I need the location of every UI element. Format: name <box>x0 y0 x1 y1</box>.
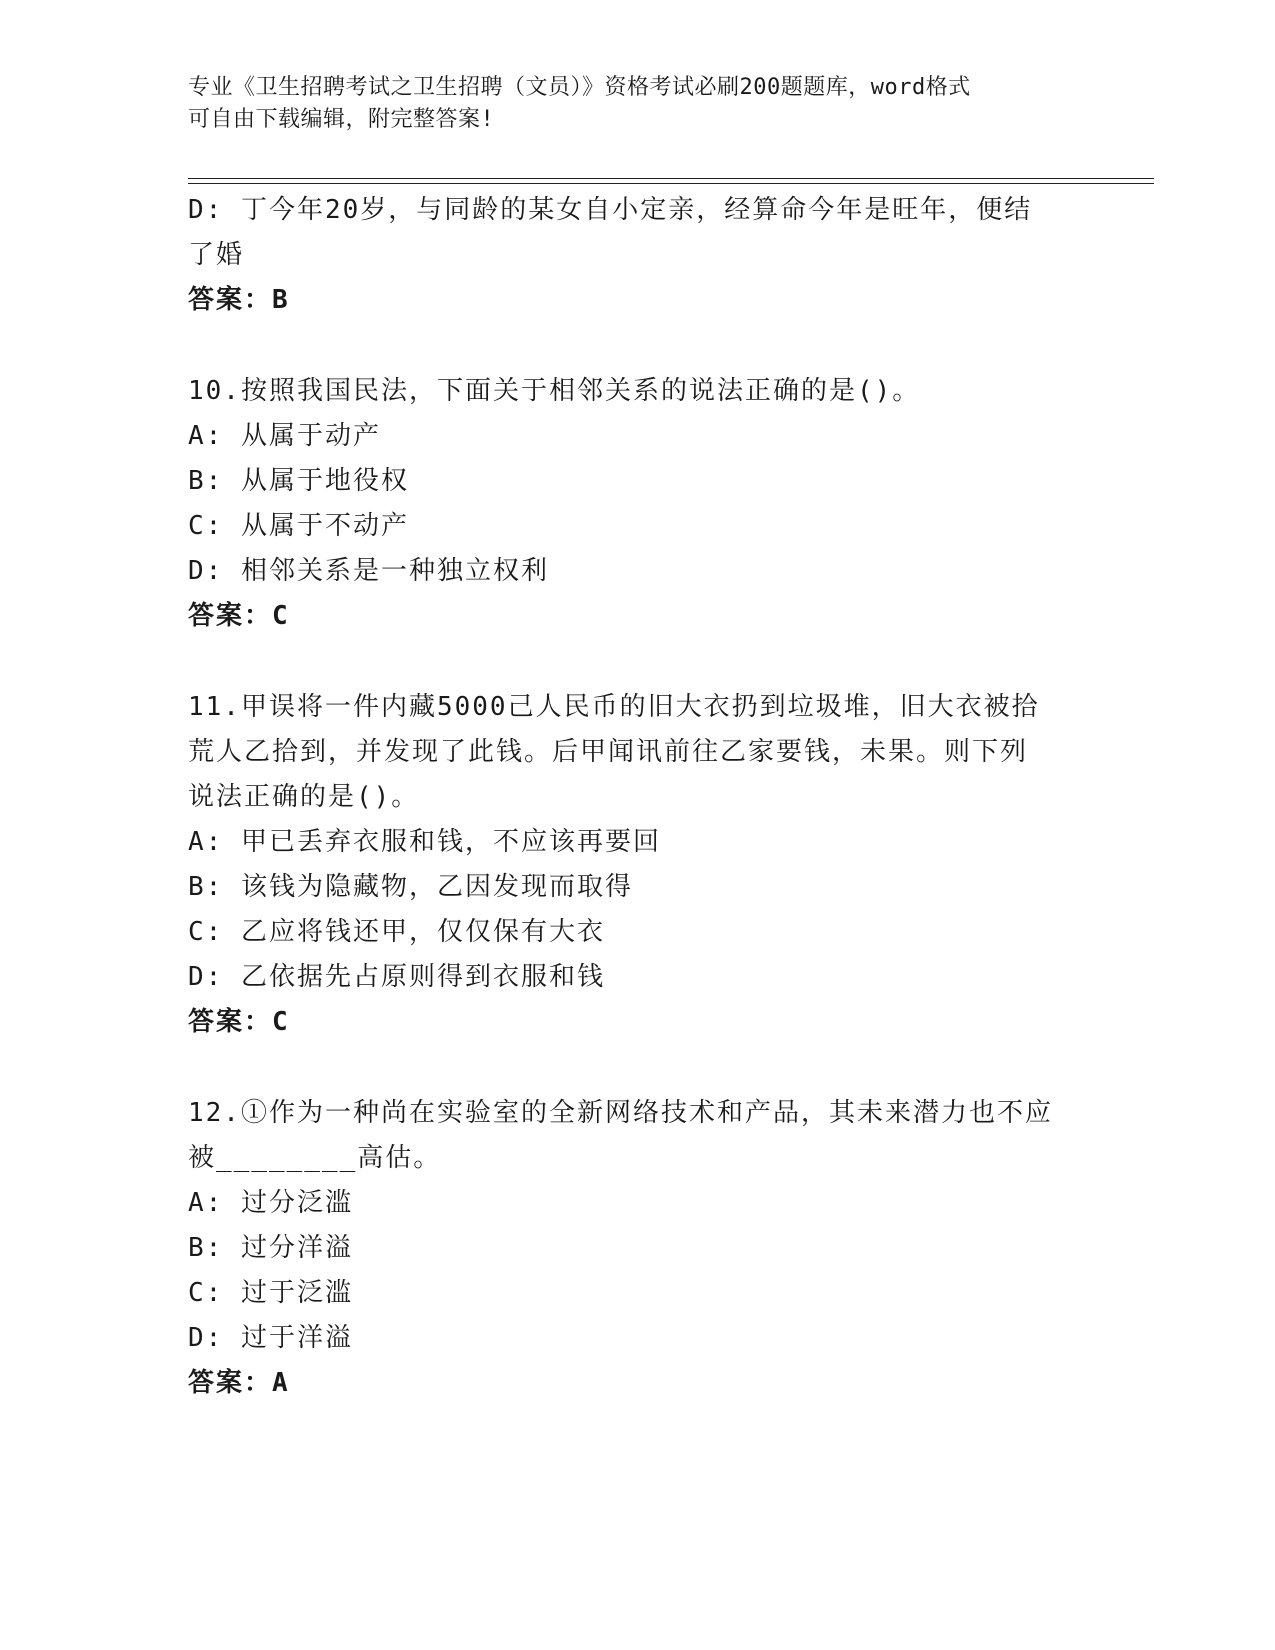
option-b: B: 过分洋溢 <box>188 1233 353 1263</box>
header-rule-top <box>188 178 1154 179</box>
question-12 <box>188 1091 1068 1406</box>
answer: 答案：A <box>188 1368 290 1398</box>
option-b: B: 该钱为隐藏物，乙因发现而取得 <box>188 872 633 902</box>
option-c: C: 从属于不动产 <box>188 511 409 541</box>
answer: 答案：C <box>188 1007 290 1037</box>
header-line-1: 专业《卫生招聘考试之卫生招聘（文员）》资格考试必刷200题题库，word格式 <box>188 75 971 100</box>
option-d: D: 相邻关系是一种独立权利 <box>188 556 549 586</box>
option-a: A: 过分泛滥 <box>188 1188 353 1218</box>
question-content <box>188 188 1068 1406</box>
option-a: A: 甲已丢弃衣服和钱，不应该再要回 <box>188 827 661 857</box>
question-11 <box>188 685 1068 1045</box>
question-gap <box>188 323 1068 369</box>
answer: 答案：B <box>188 285 290 315</box>
header-rule-bottom <box>188 183 1154 184</box>
option-c: C: 乙应将钱还甲，仅仅保有大衣 <box>188 917 605 947</box>
option-b: B: 从属于地役权 <box>188 466 409 496</box>
question-stem: 10.按照我国民法，下面关于相邻关系的说法正确的是()。 <box>188 376 921 406</box>
header-line-2: 可自由下载编辑，附完整答案! <box>188 107 495 132</box>
question-stem-line-3: 说法正确的是()。 <box>188 782 420 812</box>
question-stem-line-1: 11.甲误将一件内藏5000己人民币的旧大衣扔到垃圾堆，旧大衣被拾 <box>188 692 1040 722</box>
carryover-question <box>188 188 1068 323</box>
question-gap <box>188 1045 1068 1091</box>
question-stem-line-2: 荒人乙拾到，并发现了此钱。后甲闻讯前往乙家要钱，未果。则下列 <box>188 737 1029 767</box>
question-stem-line-1: 12.①作为一种尚在实验室的全新网络技术和产品，其未来潜力也不应 <box>188 1098 1053 1128</box>
option-d: D: 乙依据先占原则得到衣服和钱 <box>188 962 605 992</box>
question-10 <box>188 369 1068 639</box>
answer: 答案：C <box>188 601 290 631</box>
option-c: C: 过于泛滥 <box>188 1278 353 1308</box>
option-d-line-2: 了婚 <box>188 240 245 270</box>
option-d-line-1: D: 丁今年20岁，与同龄的某女自小定亲，经算命今年是旺年，便结 <box>188 195 1033 225</box>
option-d: D: 过于洋溢 <box>188 1323 353 1353</box>
document-header <box>188 72 1068 136</box>
option-a: A: 从属于动产 <box>188 421 381 451</box>
question-gap <box>188 639 1068 685</box>
question-stem-line-2: 被________高估。 <box>188 1143 442 1173</box>
